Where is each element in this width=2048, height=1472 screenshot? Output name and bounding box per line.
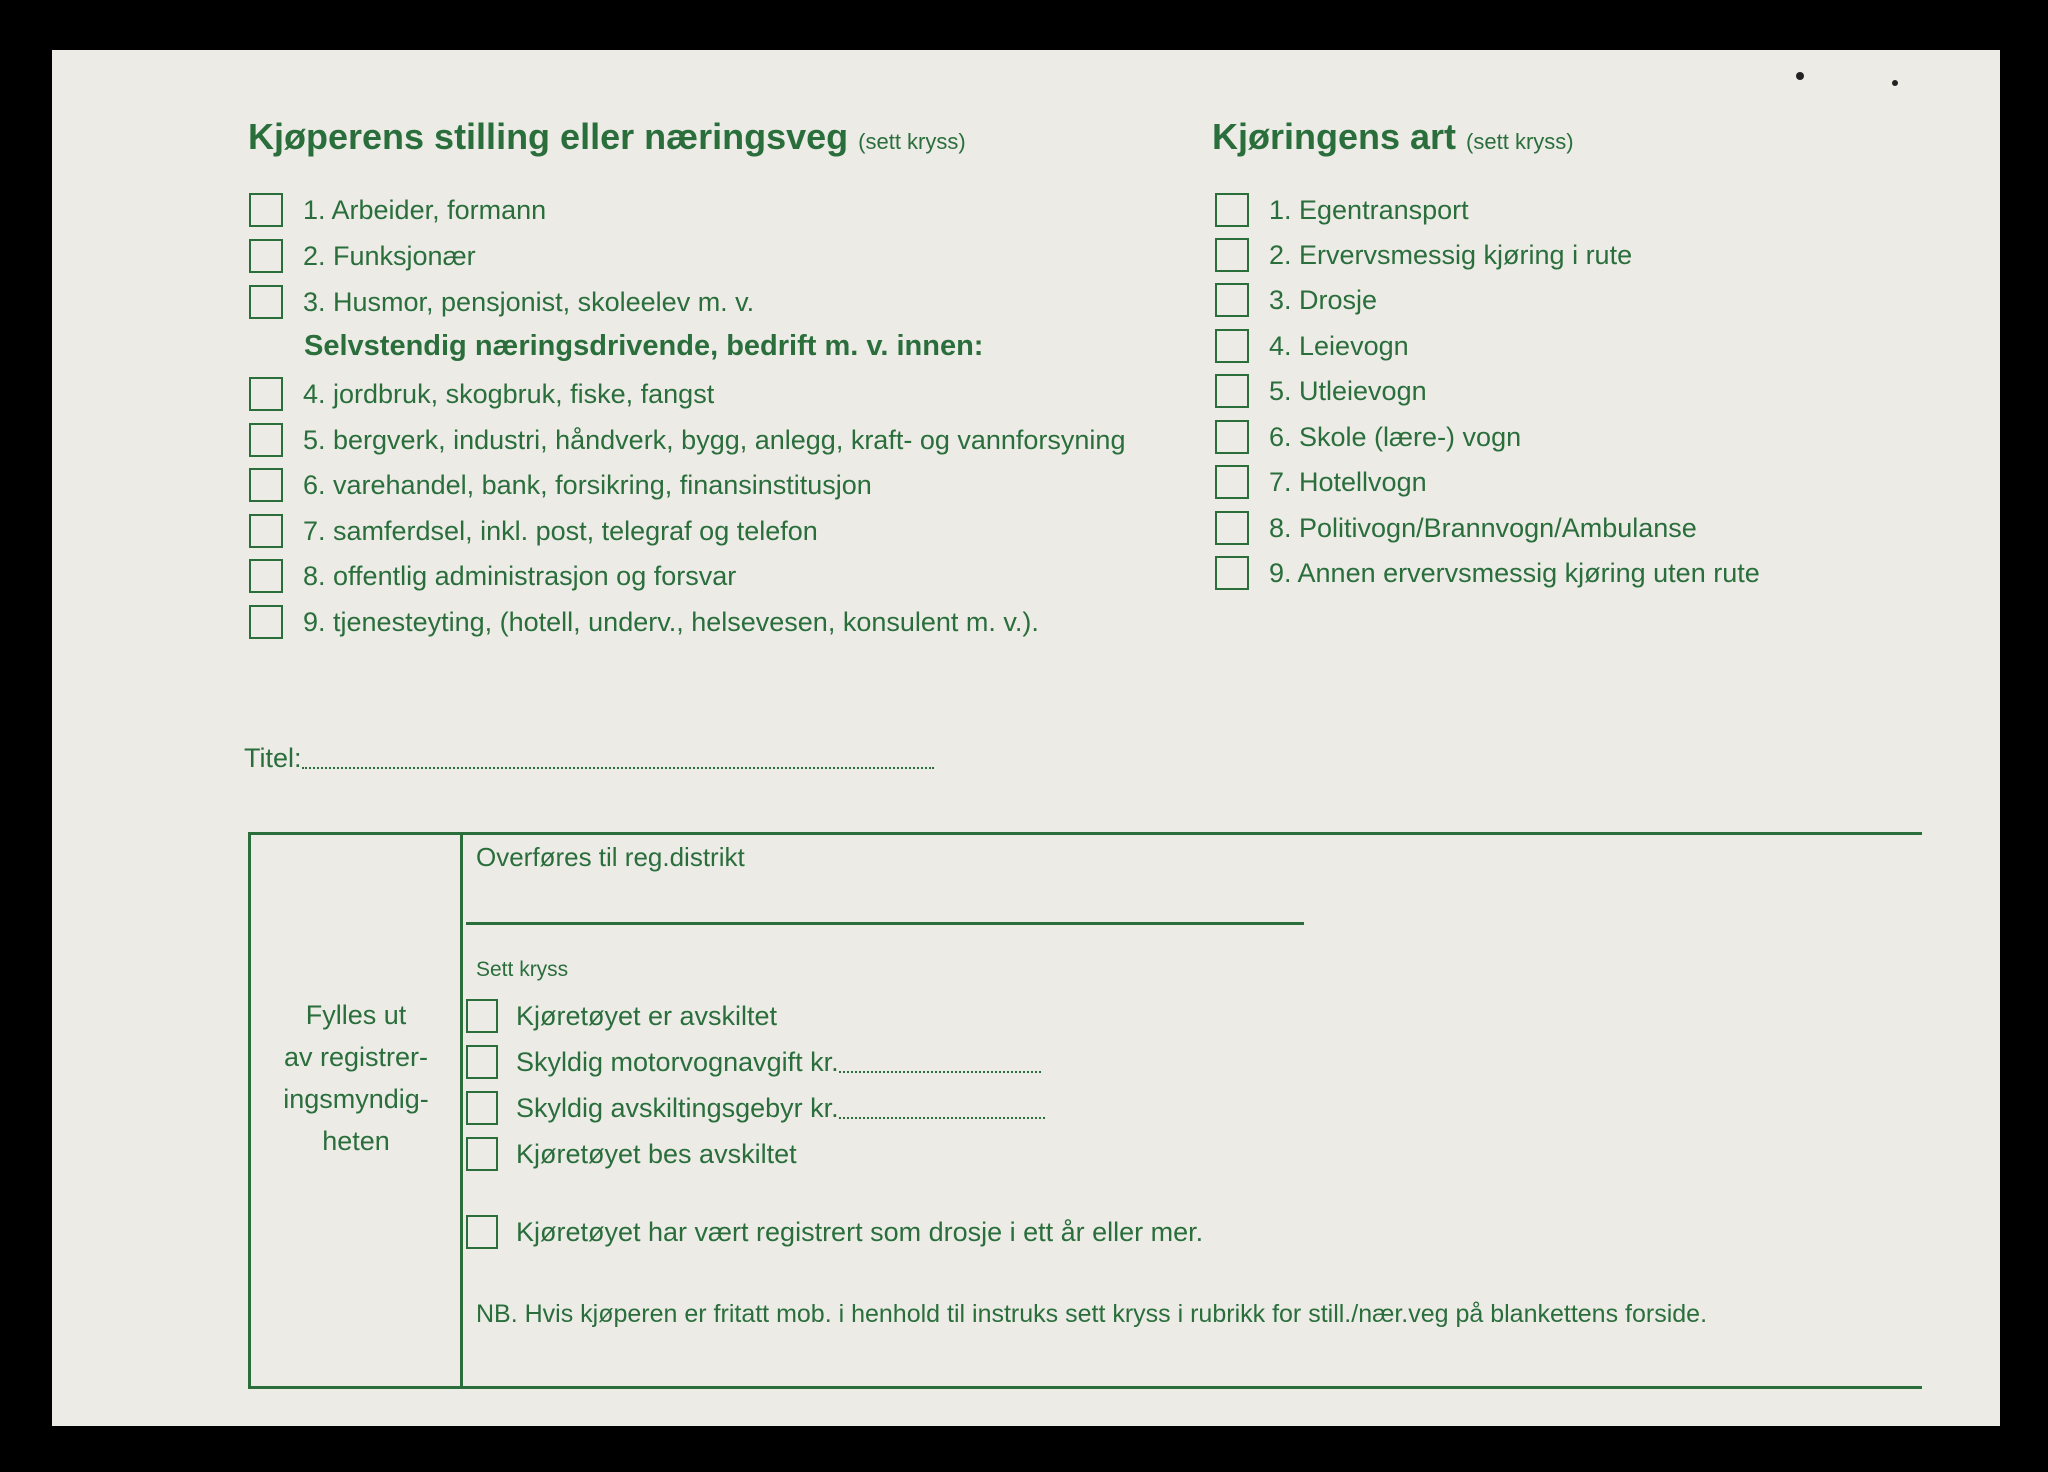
- checkbox[interactable]: [249, 514, 283, 548]
- check-deregistration-fee-label: Skyldig avskiltingsgebyr kr.: [516, 1092, 839, 1123]
- checkbox[interactable]: [1215, 283, 1249, 317]
- checkbox[interactable]: [249, 285, 283, 319]
- checkbox[interactable]: [249, 468, 283, 502]
- vehicle-tax-amount-line[interactable]: [839, 1051, 1041, 1073]
- checkbox[interactable]: [466, 999, 498, 1033]
- checkbox[interactable]: [1215, 420, 1249, 454]
- left-item-6[interactable]: [249, 465, 872, 505]
- right-item-6-label: 6. Skole (lære-) vogn: [1269, 421, 1522, 452]
- left-item-8-label: 8. offentlig administrasjon og forsvar: [303, 560, 737, 591]
- checkbox[interactable]: [466, 1137, 498, 1171]
- right-item-2-label: 2. Ervervsmessig kjøring i rute: [1269, 239, 1633, 270]
- form-sheet: [52, 50, 2000, 1426]
- checkbox[interactable]: [1215, 329, 1249, 363]
- check-vehicle-tax[interactable]: [466, 1042, 1041, 1082]
- titel-field[interactable]: [244, 738, 934, 778]
- titel-label: Titel:: [244, 742, 302, 773]
- left-item-4-label: 4. jordbruk, skogbruk, fiske, fangst: [303, 378, 715, 409]
- ink-speck: [1796, 72, 1804, 80]
- self-employed-subheading: Selvstendig næringsdrivende, bedrift m. v. innen:: [304, 330, 984, 362]
- right-item-6[interactable]: [1215, 417, 1521, 457]
- box-bottom-border: [248, 1386, 1922, 1389]
- titel-dotted-line[interactable]: [302, 747, 934, 769]
- right-title-note: (sett kryss): [1466, 129, 1574, 154]
- checkbox[interactable]: [1215, 556, 1249, 590]
- right-title-text: Kjøringens art: [1212, 116, 1457, 157]
- checkbox[interactable]: [249, 239, 283, 273]
- registration-authority-label: [258, 994, 454, 1162]
- left-item-3-label: 3. Husmor, pensjonist, skoleelev m. v.: [303, 286, 755, 317]
- right-item-5-label: 5. Utleievogn: [1269, 375, 1427, 406]
- right-item-3[interactable]: [1215, 280, 1377, 320]
- right-item-2[interactable]: [1215, 235, 1632, 275]
- right-item-5[interactable]: [1215, 371, 1427, 411]
- check-deregistered-label: Kjøretøyet er avskiltet: [516, 1000, 778, 1031]
- checkbox[interactable]: [249, 377, 283, 411]
- checkbox[interactable]: [466, 1045, 498, 1079]
- checkbox[interactable]: [249, 423, 283, 457]
- checkbox[interactable]: [1215, 511, 1249, 545]
- checkbox[interactable]: [1215, 374, 1249, 408]
- box-column-divider: [460, 832, 463, 1389]
- left-item-4[interactable]: [249, 374, 714, 414]
- check-deregistered[interactable]: [466, 996, 777, 1036]
- check-request-deregistration-label: Kjøretøyet bes avskiltet: [516, 1138, 797, 1169]
- transfer-district-line[interactable]: [466, 922, 1304, 925]
- left-section-title: [248, 116, 966, 158]
- check-vehicle-tax-label: Skyldig motorvognavgift kr.: [516, 1046, 839, 1077]
- transfer-district-label: Overføres til reg.distrikt: [476, 842, 745, 872]
- checkbox[interactable]: [1215, 465, 1249, 499]
- checkbox[interactable]: [466, 1215, 498, 1249]
- left-item-7-label: 7. samferdsel, inkl. post, telegraf og telefon: [303, 515, 818, 546]
- left-title-text: Kjøperens stilling eller næringsveg: [248, 116, 849, 157]
- box-top-border: [248, 832, 1922, 835]
- deregistration-fee-amount-line[interactable]: [839, 1097, 1045, 1119]
- left-item-5-label: 5. bergverk, industri, håndverk, bygg, anlegg, kraft- og vannforsyning: [303, 424, 1126, 455]
- side-label-line: ingsmyndig-: [283, 1084, 429, 1114]
- side-label-line: Fylles ut: [305, 1000, 407, 1030]
- left-item-7[interactable]: [249, 511, 818, 551]
- check-taxi-one-year[interactable]: [466, 1212, 1203, 1252]
- check-request-deregistration[interactable]: [466, 1134, 797, 1174]
- side-label-line: heten: [322, 1126, 390, 1156]
- right-item-8[interactable]: [1215, 508, 1697, 548]
- checkbox[interactable]: [249, 193, 283, 227]
- right-item-1-label: 1. Egentransport: [1269, 194, 1469, 225]
- right-item-1[interactable]: [1215, 190, 1469, 230]
- left-item-5[interactable]: [249, 420, 1125, 460]
- left-title-note: (sett kryss): [858, 129, 966, 154]
- checkbox[interactable]: [249, 559, 283, 593]
- checkbox[interactable]: [466, 1091, 498, 1125]
- right-item-4-label: 4. Leievogn: [1269, 330, 1409, 361]
- left-item-2[interactable]: [249, 236, 476, 276]
- right-item-7-label: 7. Hotellvogn: [1269, 466, 1427, 497]
- right-item-9-label: 9. Annen ervervsmessig kjøring uten rute: [1269, 557, 1760, 588]
- left-item-8[interactable]: [249, 556, 736, 596]
- checkbox[interactable]: [249, 605, 283, 639]
- check-deregistration-fee[interactable]: [466, 1088, 1045, 1128]
- checkbox[interactable]: [1215, 193, 1249, 227]
- left-item-2-label: 2. Funksjonær: [303, 240, 476, 271]
- sett-kryss-label: Sett kryss: [476, 958, 569, 981]
- left-item-3[interactable]: [249, 282, 754, 322]
- right-item-3-label: 3. Drosje: [1269, 284, 1378, 315]
- nb-note: NB. Hvis kjøperen er fritatt mob. i henhold til instruks sett kryss i rubrikk for still./nær.veg på blankettens forside.: [476, 1300, 1708, 1328]
- left-item-1-label: 1. Arbeider, formann: [303, 194, 547, 225]
- right-section-title: [1212, 116, 1574, 158]
- box-left-border: [248, 832, 251, 1389]
- right-item-9[interactable]: [1215, 553, 1760, 593]
- left-item-1[interactable]: [249, 190, 546, 230]
- right-item-4[interactable]: [1215, 326, 1409, 366]
- right-item-7[interactable]: [1215, 462, 1427, 502]
- side-label-line: av registrer-: [283, 1042, 429, 1072]
- checkbox[interactable]: [1215, 238, 1249, 272]
- left-item-6-label: 6. varehandel, bank, forsikring, finansinstitusjon: [303, 469, 872, 500]
- right-item-8-label: 8. Politivogn/Brannvogn/Ambulanse: [1269, 512, 1697, 543]
- ink-speck: [1892, 80, 1898, 86]
- check-taxi-one-year-label: Kjøretøyet har vært registrert som drosje i ett år eller mer.: [516, 1216, 1204, 1247]
- left-item-9[interactable]: [249, 602, 1039, 642]
- left-item-9-label: 9. tjenesteyting, (hotell, underv., helsevesen, konsulent m. v.).: [303, 606, 1039, 637]
